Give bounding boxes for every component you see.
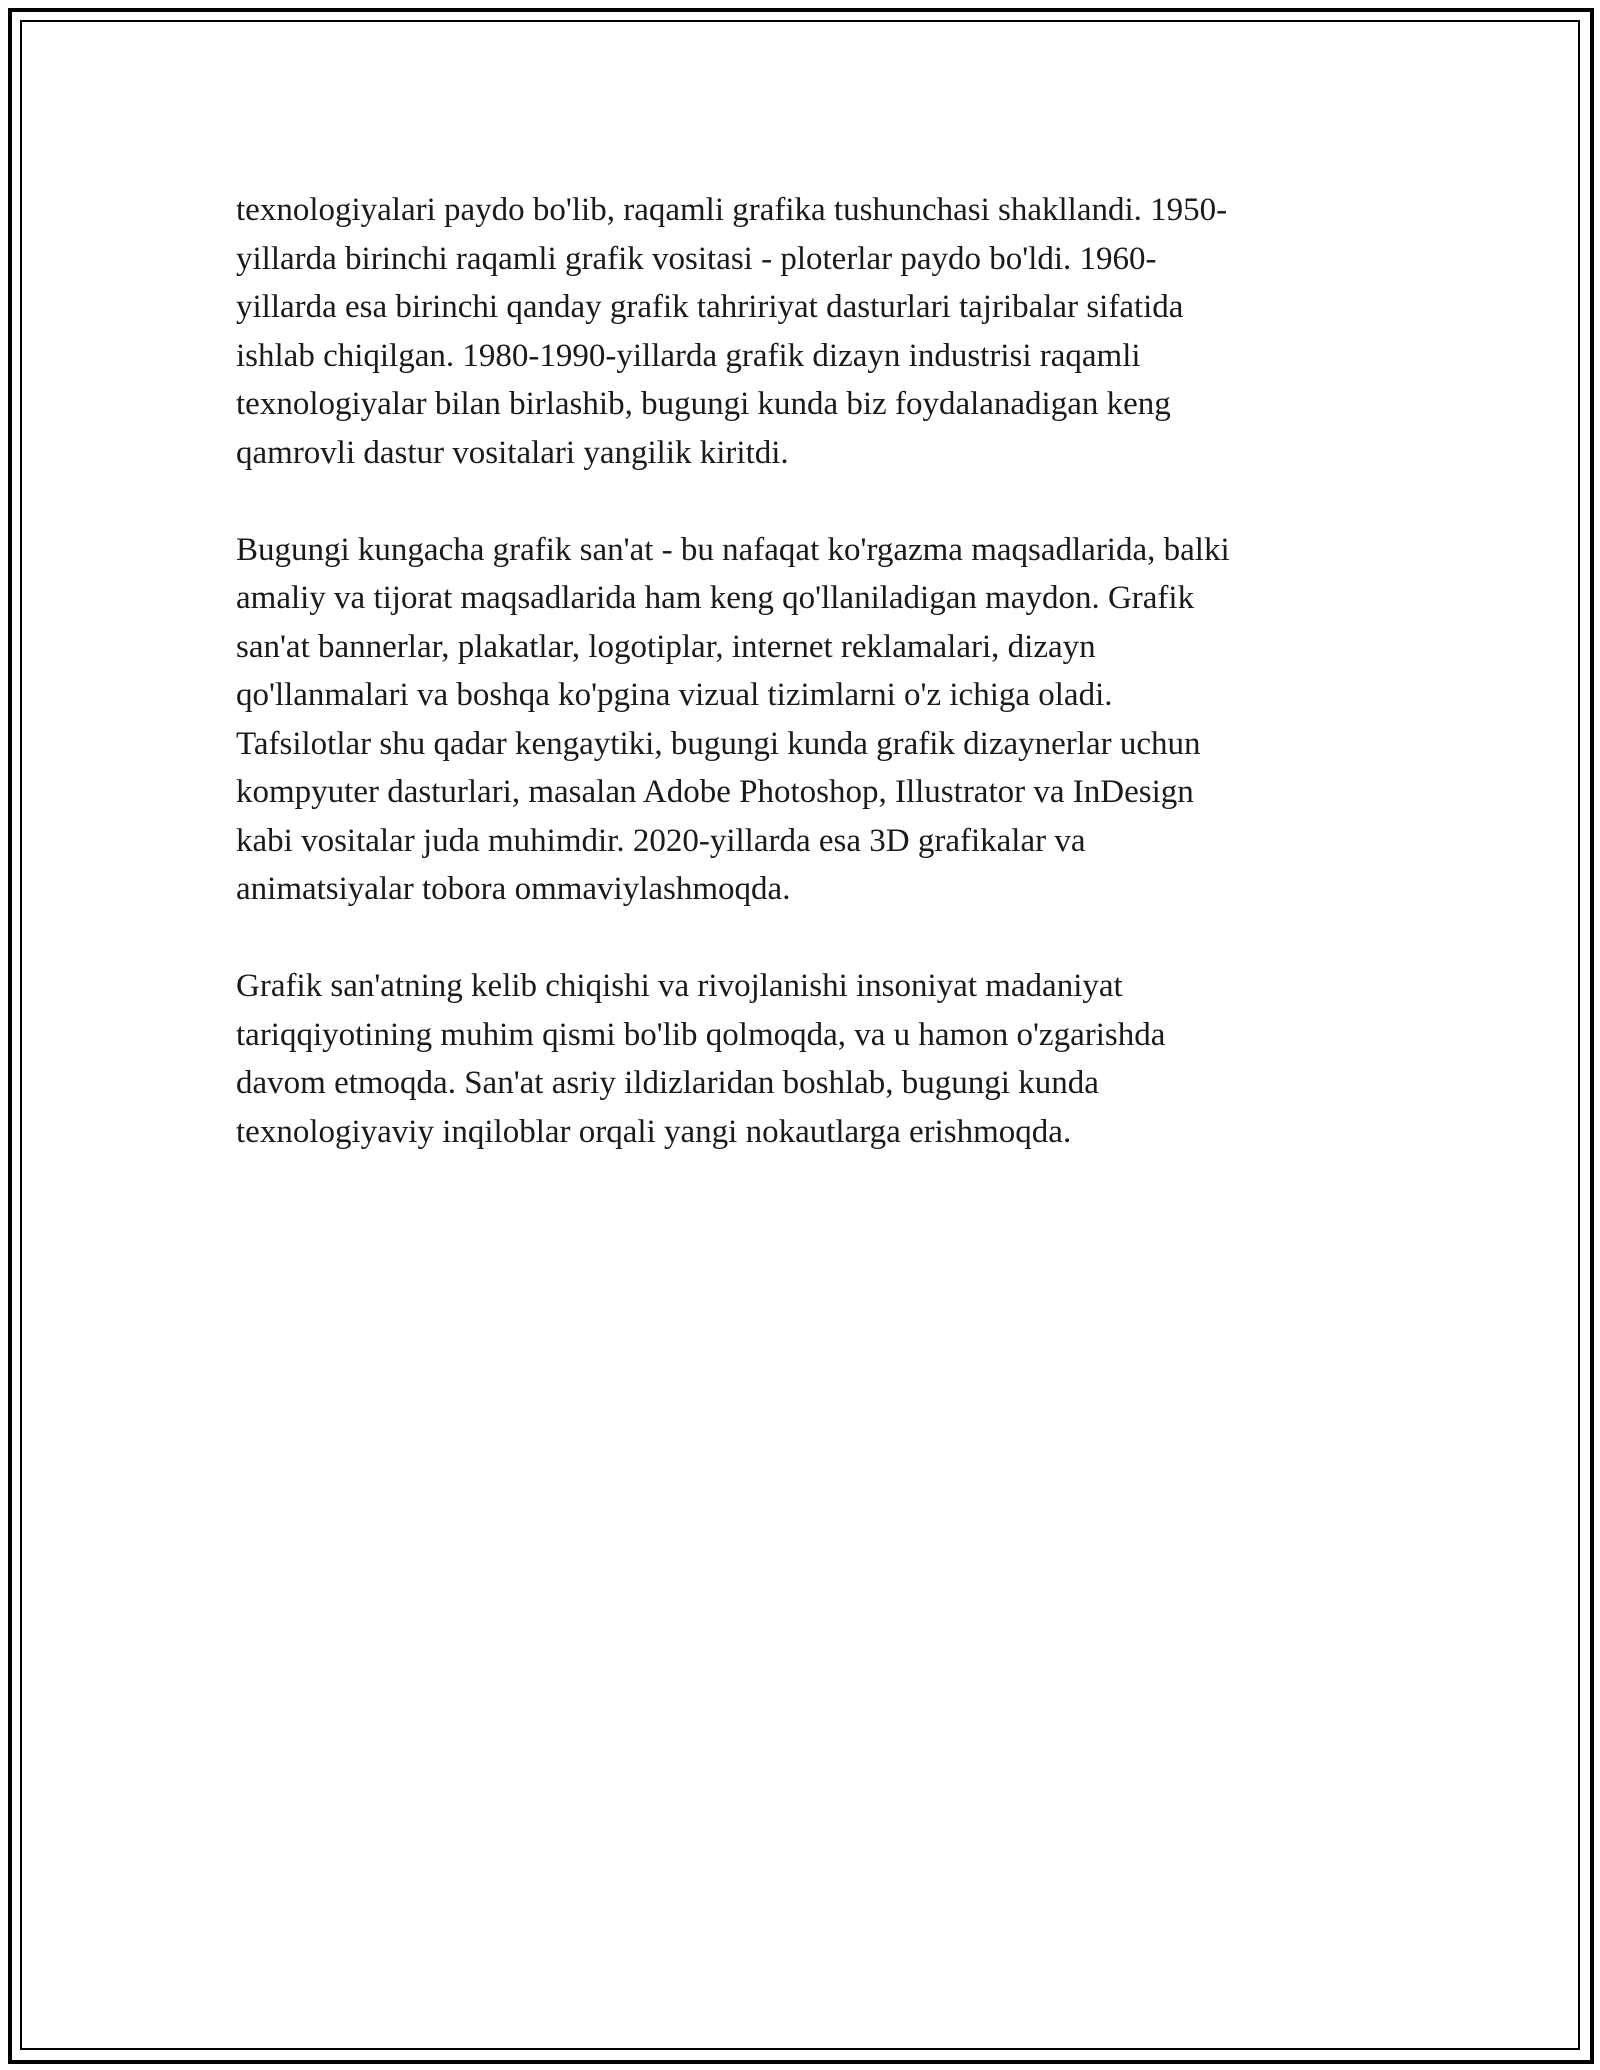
text-line: yillarda esa birinchi qanday grafik tahririyat dasturlari tajribalar sifatida bbox=[236, 289, 1184, 325]
text-line: Tafsilotlar shu qadar kengaytiki, bugungi kunda grafik dizaynerlar uchun bbox=[236, 725, 1201, 762]
text-line: qo'llanmalari va boshqa ko'pgina vizual tizimlarni o'z ichiga oladi. bbox=[236, 677, 1113, 713]
text-line: kompyuter dasturlari, masalan Adobe Photoshop, Illustrator va InDesign bbox=[236, 774, 1194, 810]
text-line: yillarda birinchi raqamli grafik vositasi - ploterlar paydo bo'ldi. 1960- bbox=[236, 240, 1157, 277]
text-line: texnologiyaviy inqiloblar orqali yangi nokautlarga erishmoqda. bbox=[236, 1113, 1072, 1150]
paragraph-2 bbox=[236, 526, 1376, 914]
text-line: texnologiyalari paydo bo'lib, raqamli grafika tushunchasi shakllandi. 1950- bbox=[236, 192, 1228, 228]
text-line: texnologiyalar bilan birlashib, bugungi kunda biz foydalanadigan keng bbox=[236, 386, 1171, 422]
text-line: Grafik san'atning kelib chiqishi va rivojlanishi insoniyat madaniyat bbox=[236, 968, 1123, 1004]
text-line: qamrovli dastur vositalari yangilik kiritdi. bbox=[236, 434, 789, 471]
text-line: amaliy va tijorat maqsadlarida ham keng qo'llaniladigan maydon. Grafik bbox=[236, 580, 1195, 616]
text-line: animatsiyalar tobora ommaviylashmoqda. bbox=[236, 871, 791, 907]
paragraph-3 bbox=[236, 962, 1376, 1156]
text-line: san'at bannerlar, plakatlar, logotiplar, internet reklamalari, dizayn bbox=[236, 628, 1096, 665]
paragraph-1 bbox=[236, 186, 1376, 477]
text-line: Bugungi kungacha grafik san'at - bu nafaqat ko'rgazma maqsadlarida, balki bbox=[236, 531, 1230, 568]
text-line: ishlab chiqilgan. 1980-1990-yillarda grafik dizayn industrisi raqamli bbox=[236, 337, 1141, 374]
text-line: davom etmoqda. San'at asriy ildizlaridan boshlab, bugungi kunda bbox=[236, 1065, 1099, 1101]
document-body bbox=[236, 186, 1376, 1205]
text-line: tariqqiyotining muhim qismi bo'lib qolmoqda, va u hamon o'zgarishda bbox=[236, 1016, 1166, 1053]
text-line: kabi vositalar juda muhimdir. 2020-yillarda esa 3D grafikalar va bbox=[236, 822, 1086, 859]
